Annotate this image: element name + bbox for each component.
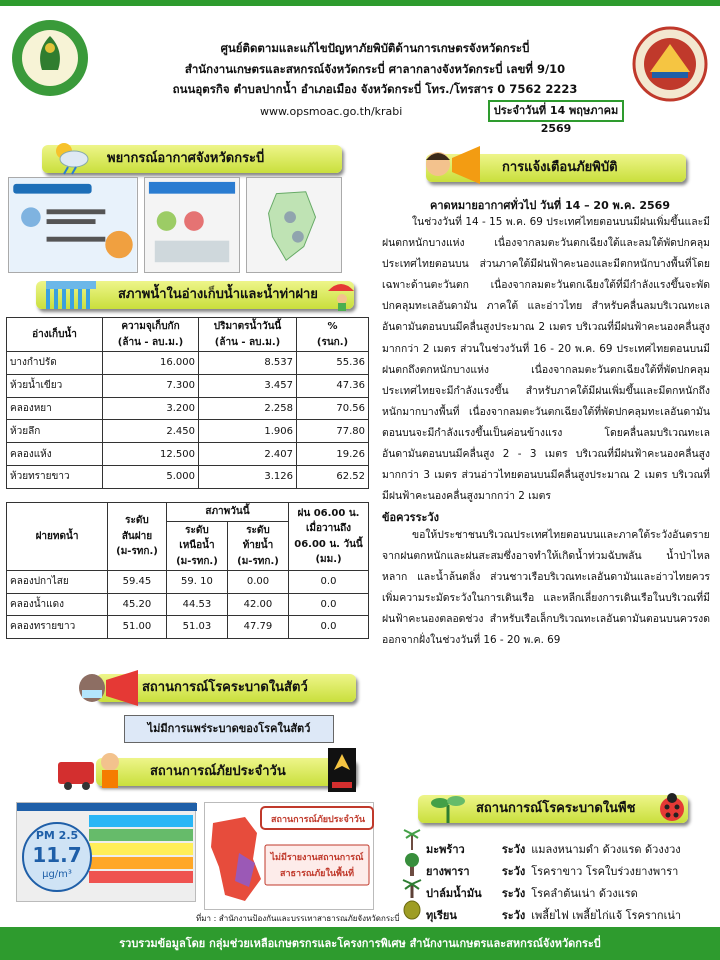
weir-upstream: 51.03: [166, 616, 227, 639]
krabi-province-seal: [632, 26, 708, 102]
daily-map-note-2: สาธารณภัยในพื้นที่: [279, 869, 355, 879]
weir-table: [6, 502, 369, 639]
reservoir-volume: 3.126: [199, 465, 297, 488]
col-rain-l1: ฝน 06.00 น.: [297, 507, 360, 519]
col-rain-l3: 06.00 น. วันนี้: [294, 538, 363, 550]
col-percent-unit: (รนก.): [316, 336, 349, 348]
daily-map-title: สถานการณ์ภัยประจำวัน: [271, 815, 365, 825]
table-row: [7, 571, 369, 594]
weir-name: คลองน้ำแดง: [7, 593, 108, 616]
megaphone-girl-icon: [422, 144, 486, 186]
col-percent: [297, 318, 369, 352]
reservoir-capacity: 12.500: [103, 443, 199, 466]
daily-hazard-banner-title: สถานการณ์ภัยประจำวัน: [150, 764, 286, 779]
col-upstream: [166, 521, 227, 571]
reservoir-capacity: 3.200: [103, 397, 199, 420]
report-date: ประจำวันที่ 14 พฤษภาคม 2569: [488, 100, 624, 122]
col-capacity-label: ความจุเก็บกัก: [121, 321, 180, 332]
water-banner: [36, 281, 354, 309]
reservoir-volume: 8.537: [199, 352, 297, 375]
disaster-prevention-logo: [328, 748, 356, 792]
reservoir-percent: 77.80: [297, 420, 369, 443]
weather-forecast-map: [246, 177, 342, 273]
reservoir-name: ห้วยทรายขาว: [7, 465, 103, 488]
weir-upstream: 44.53: [166, 593, 227, 616]
website-link[interactable]: www.opsmoac.go.th/krabi: [260, 105, 403, 118]
daily-source-note: ที่มา : สำนักงานป้องกันและบรรเทาสาธารณภัยจังหวัดกระบี่: [196, 914, 400, 923]
reservoir-percent: 70.56: [297, 397, 369, 420]
weir-crest: 51.00: [108, 616, 167, 639]
table-row: [7, 420, 369, 443]
top-border: [0, 0, 720, 6]
col-volume-label: ปริมาตรน้ำวันนี้: [213, 321, 282, 332]
warning-banner-title: การแจ้งเตือนภัยพิบัติ: [502, 160, 618, 175]
weir-crest: 59.45: [108, 571, 167, 594]
animal-disease-status: ไม่มีการแพร่ระบาดของโรคในสัตว์: [124, 715, 334, 743]
col-rain: [289, 503, 369, 571]
plant-warn: ระวัง: [501, 909, 526, 922]
plant-name: ทุเรียน: [426, 909, 457, 922]
reservoir-volume: 2.407: [199, 443, 297, 466]
reservoir-capacity: 2.450: [103, 420, 199, 443]
table-row: [7, 352, 369, 375]
col-down-l2: ท้ายน้ำ: [242, 540, 274, 551]
weather-forecast-image-1: [8, 177, 138, 273]
weir-downstream: 47.79: [227, 616, 288, 639]
weir-rain: 0.0: [289, 571, 369, 594]
col-today: สภาพวันนี้: [166, 503, 288, 522]
daily-situation-panel: [204, 802, 374, 910]
col-reservoir: อ่างเก็บน้ำ: [7, 318, 103, 352]
reservoir-percent: 62.52: [297, 465, 369, 488]
table-row: [7, 593, 369, 616]
reservoir-name: ห้วยน้ำเขียว: [7, 374, 103, 397]
umbrella-boy-icon: [326, 277, 356, 311]
weather-banner: [42, 145, 342, 173]
pm25-unit: μg/m³: [42, 869, 72, 880]
plant-pest: เพลี้ยไฟ เพลี้ยไก่แจ้ โรครากเน่า: [531, 909, 682, 922]
plant-name: ปาล์มน้ำมัน: [426, 887, 482, 900]
reservoir-percent: 55.36: [297, 352, 369, 375]
reservoir-percent: 47.36: [297, 374, 369, 397]
weir-rain: 0.0: [289, 616, 369, 639]
header-address: ถนนอุตรกิจ ตำบลปากน้ำ อำเภอเมือง จังหวัดกระบี่ โทร./โทรสาร 0 7562 2223: [172, 82, 578, 96]
caution-title: ข้อควรระวัง: [382, 511, 439, 524]
list-item: [426, 884, 638, 902]
weir-name: คลองทรายขาว: [7, 616, 108, 639]
plant-pest: โรคลำต้นเน่า ด้วงแรด: [531, 887, 638, 900]
weir-crest: 45.20: [108, 593, 167, 616]
weir-name: คลองปกาไสย: [7, 571, 108, 594]
reservoir-capacity: 16.000: [103, 352, 199, 375]
col-rain-l2: เมื่อวานถึง: [305, 523, 352, 534]
weir-upstream: 59. 10: [166, 571, 227, 594]
list-item: [426, 840, 681, 858]
list-item: [426, 862, 678, 880]
weir-downstream: 42.00: [227, 593, 288, 616]
footer-credit: รวบรวมข้อมูลโดย กลุ่มช่วยเหลือเกษตรกรและโครงการพิเศษ สำนักงานเกษตรและสหกรณ์จังหวัดกระบี่: [0, 927, 720, 960]
reservoir-volume: 1.906: [199, 420, 297, 443]
reservoir-capacity: 5.000: [103, 465, 199, 488]
daily-hazard-banner: [96, 758, 356, 786]
table-row: [7, 443, 369, 466]
coconut-icon: [402, 826, 422, 850]
table-row: [7, 616, 369, 639]
cow-megaphone-icon: [76, 666, 142, 708]
durian-icon: [402, 898, 422, 920]
col-down-l1: ระดับ: [246, 524, 270, 536]
weather-banner-title: พยากรณ์อากาศจังหวัดกระบี่: [107, 151, 265, 166]
col-capacity: [103, 318, 199, 352]
col-capacity-unit: (ล้าน - ลบ.ม.): [117, 336, 184, 348]
col-up-l3: (ม-รทก.): [176, 555, 218, 567]
ladybug-icon: [656, 791, 688, 823]
col-volume-unit: (ล้าน - ลบ.ม.): [214, 336, 281, 348]
col-downstream: [227, 521, 288, 571]
plant-warn: ระวัง: [501, 843, 526, 856]
seedling-icon: [428, 791, 468, 825]
col-crest-l3: (ม-รทก.): [116, 546, 158, 558]
reservoir-volume: 3.457: [199, 374, 297, 397]
col-percent-label: %: [327, 321, 338, 332]
reservoir-name: คลองหยา: [7, 397, 103, 420]
reservoir-dam-icon: [42, 275, 100, 313]
plant-pest: แมลงหนามดำ ด้วงแรด ด้วงงวง: [531, 843, 681, 856]
rubber-tree-icon: [402, 852, 422, 876]
plant-warn: ระวัง: [501, 887, 526, 900]
col-rain-l4: (มม.): [315, 554, 342, 565]
pm25-label: PM 2.5: [35, 829, 79, 842]
col-crest-l1: ระดับ: [125, 515, 149, 527]
list-item: [426, 906, 681, 924]
reservoir-percent: 19.26: [297, 443, 369, 466]
col-crest: [108, 503, 167, 571]
col-crest-l2: สันฝาย: [121, 530, 153, 542]
reservoir-capacity: 7.300: [103, 374, 199, 397]
daily-map-note-1: ไม่มีรายงานสถานการณ์: [270, 853, 364, 863]
col-up-l2: เหนือน้ำ: [179, 540, 215, 551]
reservoir-name: ห้วยลึก: [7, 420, 103, 443]
animal-banner: [96, 674, 356, 702]
plant-name: ยางพารา: [426, 865, 470, 878]
reservoir-name: บางกำปรัด: [7, 352, 103, 375]
plant-banner-title: สถานการณ์โรคระบาดในพืช: [476, 801, 636, 816]
weather-icon: [50, 139, 92, 175]
col-volume: [199, 318, 297, 352]
col-weir: ฝายทดน้ำ: [7, 503, 108, 571]
forecast-title: คาดหมายอากาศทั่วไป วันที่ 14 – 20 พ.ค. 2569: [430, 199, 670, 212]
reservoir-table: [6, 317, 369, 489]
weather-forecast-image-2: [144, 177, 240, 273]
warning-banner: [426, 154, 686, 182]
header-center-name: ศูนย์ติดตามและแก้ไขปัญหาภัยพิบัติด้านการเกษตรจังหวัดกระบี่: [220, 41, 530, 55]
water-banner-title: สภาพน้ำในอ่างเก็บน้ำและน้ำท่าฝาย: [118, 287, 318, 302]
table-row: [7, 374, 369, 397]
reservoir-volume: 2.258: [199, 397, 297, 420]
plant-pest: โรคราขาว โรคใบร่วงยางพารา: [531, 865, 679, 878]
col-down-l3: (ม-รทก.): [237, 555, 279, 567]
caution-body: ขอให้ประชาชนบริเวณประเทศไทยตอนบนและภาคใต้ระวังอันตรายจากฝนตกหนักและฝนสะสมซึ่งอาจทำให้เกิดน้ำท่วมฉับพลัน น้ำป่าไหลหลาก และน้ำล้นตลิ่ง ส่วนชาวเรือบริเวณทะเลอันดามันและอ่าวไทยควรเพิ่มความระมัดระวังในการเดินเรือ และหลีกเลี่ยงการเดินเรือในบริเวณที่มีฝนฟ้าคะนองตลอดช่วง สำหรับเรือเล็กบริเวณทะเลอันดามันตอนบนควรงดออกจากฝั่งในช่วงวันที่ 16 - 20 พ.ค. 69: [382, 529, 710, 647]
header-office: สำนักงานเกษตรและสหกรณ์จังหวัดกระบี่ ศาลากลางจังหวัดกระบี่ เลขที่ 9/10: [184, 62, 566, 76]
plant-name: มะพร้าว: [426, 843, 465, 856]
animal-banner-title: สถานการณ์โรคระบาดในสัตว์: [142, 680, 308, 695]
pm25-value: 11.7: [32, 843, 82, 867]
plant-banner: [418, 795, 688, 823]
moac-logo: [10, 18, 90, 98]
firefighter-icon: [56, 748, 126, 790]
forecast-body: ในช่วงวันที่ 14 - 15 พ.ค. 69 ประเทศไทยตอนบนมีฝนเพิ่มขึ้นและมีฝนตกหนักบางแห่ง เนื่องจากลมตะวันตกเฉียงใต้และลมใต้พัดปกคลุมประเทศไทยตอนบน ส่วนภาคใต้มีฝนฟ้าคะนองและมีตกหนักบางพื้นที่โดยเฉพาะด้านตะวันตก เนื่องจากลมตะวันตกเฉียงใต้ที่มีกำลังแรงขึ้นจะพัดปกคลุมทะเลอันดามัน ภาคใต้ และอ่าวไทย สำหรับคลื่นลมบริเวณทะเลอันดามันตอนบนมีคลื่นสูงประมาณ 2 เมตร บริเวณที่มีฝนฟ้าคะนองคลื่นสูงมากกว่า 2 เมตร ส่วนในช่วงวันที่ 16 - 20 พ.ค. 69 ประเทศไทยตอนบนมีฝนตกถึงตกหนักบางแห่ง เนื่องจากลมตะวันตกเฉียงใต้ที่พัดปกคลุมประเทศไทยจะมีกำลังแรงขึ้น สำหรับภาคใต้มีฝนเพิ่มขึ้นและมีตกหนักถึงหนักมากบางพื้นที่ เนื่องจากลมตะวันตกเฉียงใต้ที่พัดปกคลุมทะเลอันดามันตอนบนจะมีกำลังแรงขึ้นเป็นค่อนข้างแรง โดยคลื่นลมบริเวณทะเลอันดามันตอนบนมีคลื่นสูง 2 - 3 เมตร บริเวณที่มีฝนฟ้าคะนองคลื่นสูงมากกว่า 3 เมตร ส่วนอ่าวไทยตอนบนมีคลื่นสูงประมาณ 2 เมตร บริเวณที่มีฝนฟ้าคะนองคลื่นสูงมากกว่า 2 เมตร: [382, 216, 710, 503]
oil-palm-icon: [402, 874, 422, 898]
plant-warn: ระวัง: [501, 865, 526, 878]
col-up-l1: ระดับ: [185, 524, 209, 536]
pm25-panel: [16, 802, 196, 902]
reservoir-name: คลองแห้ง: [7, 443, 103, 466]
table-row: [7, 465, 369, 488]
table-row: [7, 397, 369, 420]
weir-rain: 0.0: [289, 593, 369, 616]
weir-downstream: 0.00: [227, 571, 288, 594]
